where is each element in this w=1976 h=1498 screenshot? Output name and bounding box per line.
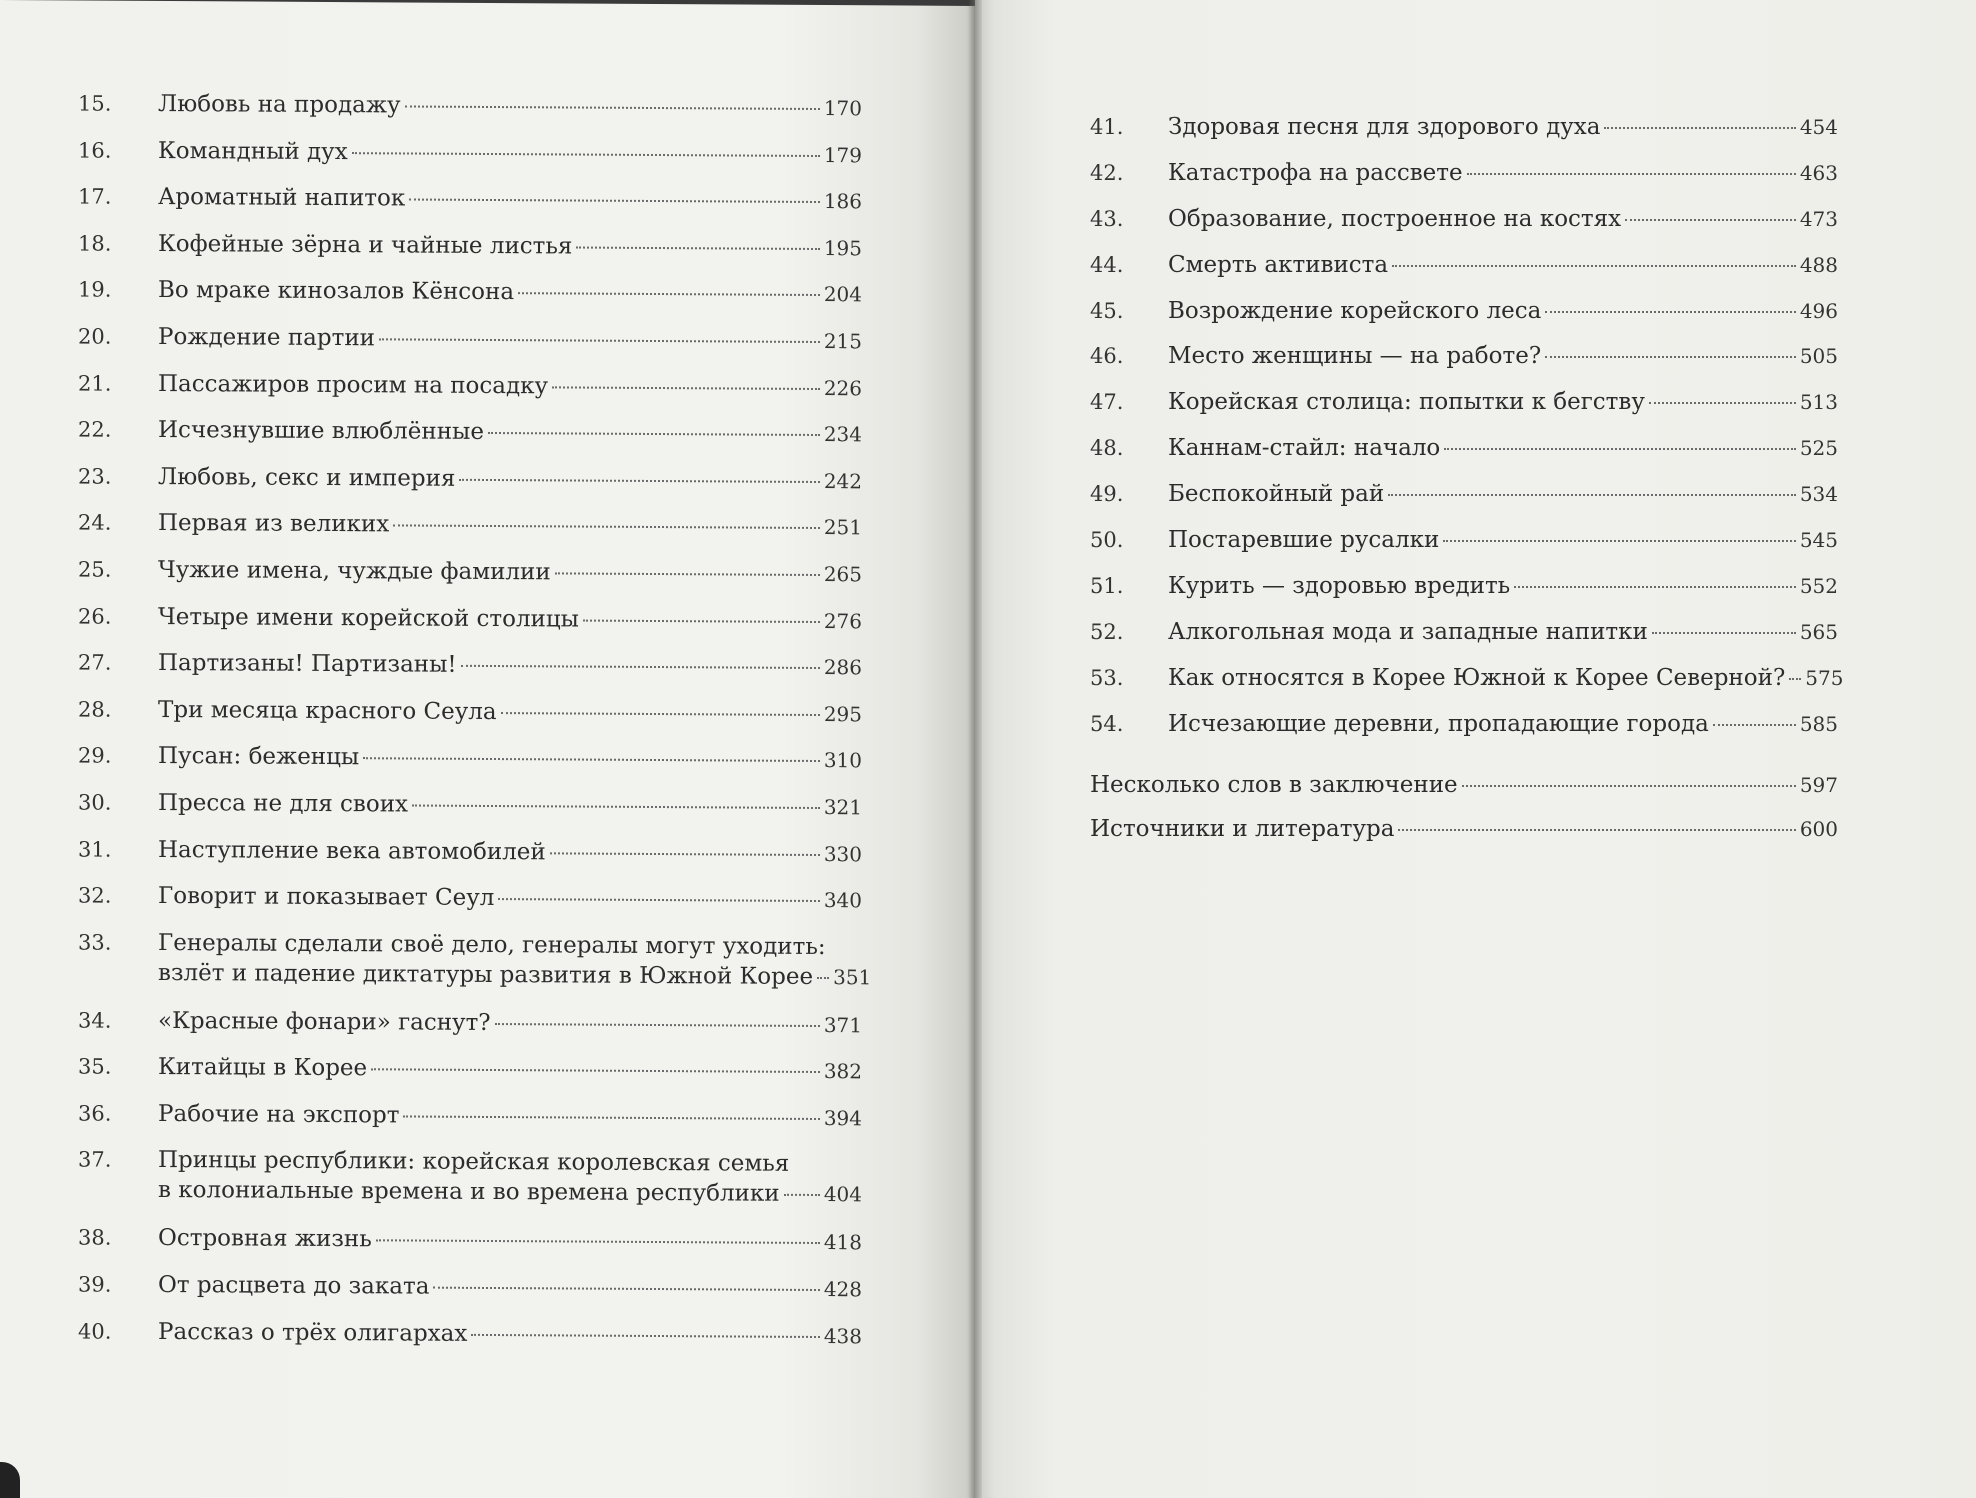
page-number: 186 — [823, 189, 862, 214]
dot-leader — [576, 246, 819, 249]
toc-entry — [78, 135, 862, 186]
chapter-number: 32. — [78, 883, 112, 908]
dot-leader — [379, 338, 820, 343]
dot-leader — [817, 977, 829, 979]
chapter-number: 44. — [1090, 252, 1124, 277]
chapter-title: Кофейные зёрна и чайные листья — [158, 230, 573, 260]
chapter-title: Ароматный напиток — [158, 184, 406, 212]
toc-entry-conclusion — [1090, 770, 1838, 814]
dot-leader — [1514, 586, 1796, 588]
chapter-title: Наступление века автомобилей — [158, 836, 546, 865]
toc-entry — [78, 415, 862, 466]
toc-entry — [78, 368, 862, 419]
toc-entry — [78, 1098, 862, 1149]
chapter-number: 27. — [78, 650, 112, 675]
page-number: 251 — [823, 515, 862, 540]
page-number: 310 — [823, 748, 862, 773]
dot-leader — [552, 386, 820, 390]
toc-entry — [78, 694, 862, 745]
chapter-number: 41. — [1090, 115, 1124, 139]
chapter-title: Любовь на продажу — [158, 90, 401, 119]
page-number: 242 — [823, 468, 862, 494]
chapter-title: Пресса не для своих — [158, 789, 409, 818]
dot-leader — [1652, 632, 1796, 634]
page-number: 382 — [823, 1059, 862, 1084]
chapter-title: Возрождение корейского леса — [1168, 297, 1542, 324]
toc-entry — [78, 1270, 862, 1321]
toc-entry — [78, 648, 862, 699]
chapter-title: Первая из великих — [158, 510, 390, 538]
dot-leader — [363, 758, 820, 763]
chapter-number: 24. — [78, 510, 112, 536]
dot-leader — [1789, 678, 1801, 680]
chapter-number: 30. — [78, 790, 112, 815]
dot-leader — [1545, 311, 1795, 313]
chapter-number: 25. — [78, 557, 112, 582]
chapter-number: 18. — [78, 231, 112, 256]
page-number: 473 — [1799, 206, 1838, 231]
table-of-contents-left — [78, 88, 872, 1367]
dot-leader — [403, 1115, 819, 1120]
toc-entry — [1090, 479, 1838, 525]
toc-entry — [1090, 387, 1838, 433]
chapter-title: Рабочие на экспорт — [158, 1100, 400, 1129]
chapter-number: 29. — [78, 743, 112, 768]
toc-entry — [78, 927, 872, 1010]
chapter-number: 46. — [1090, 344, 1124, 369]
page-number: 565 — [1799, 619, 1838, 644]
dot-leader — [1649, 402, 1796, 404]
dot-leader — [1713, 724, 1796, 726]
toc-entry — [1090, 525, 1838, 571]
page-number: 351 — [833, 964, 872, 990]
chapter-title: Катастрофа на рассвете — [1168, 159, 1463, 186]
chapter-title: Алкогольная мода и западные напитки — [1168, 618, 1648, 645]
toc-entry — [1090, 617, 1838, 663]
chapter-title-line-2: в колониальные времена и во времена республики — [158, 1177, 780, 1208]
toc-entry — [78, 1145, 862, 1228]
dot-leader — [1545, 356, 1796, 358]
dot-leader — [495, 1023, 820, 1027]
page-number: 340 — [823, 888, 862, 913]
chapter-number: 23. — [78, 464, 112, 489]
chapter-title: Партизаны! Партизаны! — [158, 650, 457, 678]
right-page — [975, 0, 1976, 1498]
chapter-number: 37. — [78, 1147, 112, 1173]
chapter-title: Командный дух — [158, 137, 348, 165]
chapter-title: Корейская столица: попытки к бегству — [1168, 389, 1645, 416]
chapter-title: Исчезающие деревни, пропадающие города — [1168, 710, 1709, 737]
dot-leader — [405, 105, 820, 110]
dot-leader — [1625, 219, 1796, 221]
toc-entry — [78, 1005, 862, 1056]
chapter-number: 52. — [1090, 619, 1124, 644]
toc-entry — [78, 834, 862, 885]
toc-entry — [78, 461, 862, 512]
toc-entry — [78, 182, 862, 233]
chapter-number: 42. — [1090, 160, 1124, 185]
chapter-title: Постаревшие русалки — [1168, 527, 1440, 554]
book-gutter — [968, 0, 982, 1498]
chapter-title: Здоровая песня для здорового духа — [1168, 114, 1601, 140]
dot-leader — [1604, 127, 1795, 129]
page-number: 600 — [1799, 817, 1838, 842]
page-number: 513 — [1799, 390, 1838, 415]
toc-entry — [78, 741, 862, 792]
page-number: 552 — [1799, 573, 1838, 598]
toc-entry — [78, 601, 862, 652]
toc-entry — [1090, 433, 1838, 479]
table-of-contents-right — [1090, 112, 1844, 858]
chapter-title: Четыре имени корейской столицы — [158, 603, 579, 633]
chapter-number: 36. — [78, 1101, 112, 1126]
left-page — [0, 0, 975, 1498]
chapter-number: 40. — [78, 1319, 112, 1344]
page-number: 597 — [1799, 773, 1838, 798]
chapter-number: 34. — [78, 1008, 112, 1033]
page-number: 330 — [823, 841, 862, 866]
chapter-number: 16. — [78, 138, 112, 163]
dot-leader — [393, 525, 820, 530]
dot-leader — [583, 619, 820, 622]
toc-back-matter — [1090, 770, 1838, 858]
toc-entry — [78, 1223, 862, 1274]
page-number: 179 — [823, 142, 862, 167]
chapter-title: Курить — здоровью вредить — [1168, 572, 1511, 599]
page-number: 170 — [823, 96, 862, 121]
chapter-title-line-1: Принцы республики: корейская королевская семья — [158, 1147, 790, 1178]
chapter-title-line-2: взлёт и падение диктатуры развития в Южной Корее — [158, 959, 814, 990]
page-number: 505 — [1799, 344, 1838, 369]
chapter-title: Три месяца красного Сеула — [158, 696, 497, 725]
dot-leader — [461, 665, 820, 669]
chapter-number: 21. — [78, 371, 112, 396]
toc-entry — [78, 321, 862, 372]
dot-leader — [412, 804, 820, 808]
dot-leader — [488, 432, 820, 436]
page-number: 195 — [823, 235, 862, 261]
dot-leader — [459, 479, 819, 483]
toc-entry — [78, 275, 862, 326]
toc-entry — [1090, 341, 1838, 387]
chapter-title: Место женщины — на работе? — [1168, 343, 1542, 370]
chapter-number: 48. — [1090, 436, 1124, 461]
chapter-title: Образование, построенное на костях — [1168, 205, 1622, 232]
page-number: 418 — [823, 1230, 862, 1255]
dot-leader — [1444, 448, 1796, 450]
page-number: 226 — [823, 375, 862, 400]
chapter-number: 54. — [1090, 711, 1124, 736]
dot-leader — [433, 1287, 819, 1291]
dot-leader — [518, 293, 820, 297]
dot-leader — [1443, 540, 1796, 542]
chapter-number: 26. — [78, 604, 112, 629]
page-number: 585 — [1799, 711, 1838, 736]
chapter-title: «Красные фонари» гаснут? — [158, 1007, 491, 1036]
chapter-title: Китайцы в Корее — [158, 1054, 368, 1082]
chapter-number: 50. — [1090, 528, 1124, 553]
section-title: Источники и литература — [1090, 816, 1395, 843]
page-number: 404 — [823, 1182, 862, 1207]
dot-leader — [555, 572, 820, 576]
chapter-number: 45. — [1090, 298, 1124, 323]
chapter-title-line-1: Генералы сделали своё дело, генералы могут уходить: — [158, 929, 826, 960]
chapter-title: Чужие имена, чуждые фамилии — [158, 556, 551, 586]
chapter-number: 20. — [78, 324, 112, 349]
section-title: Несколько слов в заключение — [1090, 772, 1458, 799]
toc-entry — [1090, 296, 1838, 342]
page-number: 575 — [1805, 665, 1844, 690]
page-number: 286 — [823, 655, 862, 680]
toc-entry — [78, 881, 862, 932]
dot-leader — [1392, 265, 1796, 267]
page-number: 295 — [823, 701, 862, 726]
page-number: 496 — [1799, 298, 1838, 323]
page-number: 215 — [823, 329, 862, 354]
page-number: 454 — [1799, 115, 1838, 139]
toc-entry — [1090, 250, 1838, 296]
page-number: 488 — [1799, 252, 1838, 277]
chapter-title: Каннам-стайл: начало — [1168, 435, 1441, 462]
dot-leader — [376, 1240, 820, 1245]
dot-leader — [471, 1334, 819, 1338]
toc-entry — [78, 554, 862, 605]
toc-entry — [78, 508, 862, 559]
chapter-title: Рождение партии — [158, 323, 375, 352]
chapter-number: 22. — [78, 417, 112, 442]
page-number: 321 — [823, 794, 862, 820]
page-number: 394 — [823, 1105, 862, 1131]
chapter-title: От расцвета до заката — [158, 1272, 430, 1300]
page-number: 265 — [823, 561, 862, 587]
toc-entry — [1090, 112, 1838, 158]
chapter-title: Беспокойный рай — [1168, 481, 1385, 508]
dot-leader — [1398, 829, 1795, 831]
toc-entry — [78, 1316, 862, 1367]
toc-entry — [1090, 204, 1838, 250]
toc-entry — [78, 228, 862, 279]
page-number: 371 — [823, 1012, 862, 1037]
toc-entry — [1090, 663, 1844, 709]
chapter-number: 35. — [78, 1054, 112, 1079]
dot-leader — [409, 199, 820, 204]
chapter-title: Любовь, секс и империя — [158, 463, 456, 492]
page-number: 428 — [823, 1277, 862, 1302]
toc-entry-sources — [1090, 814, 1838, 858]
chapter-number: 17. — [78, 184, 112, 209]
chapter-number: 49. — [1090, 482, 1124, 507]
chapter-number: 31. — [78, 836, 112, 862]
page-number: 525 — [1799, 436, 1838, 461]
chapter-title: Как относятся в Корее Южной к Корее Северной? — [1168, 664, 1786, 691]
dot-leader — [498, 898, 819, 902]
page-number: 463 — [1799, 160, 1838, 185]
chapter-number: 33. — [78, 930, 112, 955]
page-number: 545 — [1799, 528, 1838, 553]
chapter-title: Рассказ о трёх олигархах — [158, 1318, 468, 1347]
chapter-title: Пусан: беженцы — [158, 743, 360, 771]
dot-leader — [550, 852, 820, 856]
chapter-number: 38. — [78, 1225, 112, 1251]
toc-entry — [78, 1052, 862, 1103]
chapter-number: 53. — [1090, 665, 1124, 690]
page-number: 276 — [823, 608, 862, 633]
toc-entry — [1090, 158, 1838, 204]
toc-entry — [1090, 709, 1838, 755]
dot-leader — [371, 1069, 820, 1074]
toc-entry — [78, 787, 862, 838]
chapter-number: 39. — [78, 1272, 112, 1297]
page-number: 234 — [823, 422, 862, 447]
page-number: 438 — [823, 1323, 862, 1348]
dot-leader — [784, 1194, 820, 1196]
page-number: 204 — [823, 282, 862, 307]
chapter-number: 15. — [78, 91, 112, 116]
dot-leader — [1467, 173, 1796, 175]
chapter-number: 28. — [78, 697, 112, 722]
chapter-title: Пассажиров просим на посадку — [158, 370, 549, 399]
toc-entry — [78, 88, 862, 139]
page-number: 534 — [1799, 482, 1838, 507]
dot-leader — [352, 152, 820, 157]
dot-leader — [1388, 494, 1796, 496]
chapter-number: 43. — [1090, 206, 1124, 231]
chapter-number: 47. — [1090, 390, 1124, 415]
toc-entry — [1090, 571, 1838, 617]
chapter-title: Островная жизнь — [158, 1225, 372, 1253]
chapter-number: 19. — [78, 277, 112, 303]
dot-leader — [1462, 785, 1796, 787]
chapter-title: Во мраке кинозалов Кёнсона — [158, 277, 515, 306]
chapter-title: Смерть активиста — [1168, 251, 1389, 278]
chapter-title: Исчезнувшие влюблённые — [158, 417, 484, 446]
dot-leader — [501, 712, 820, 716]
chapter-number: 51. — [1090, 573, 1124, 598]
chapter-title: Говорит и показывает Сеул — [158, 883, 495, 912]
